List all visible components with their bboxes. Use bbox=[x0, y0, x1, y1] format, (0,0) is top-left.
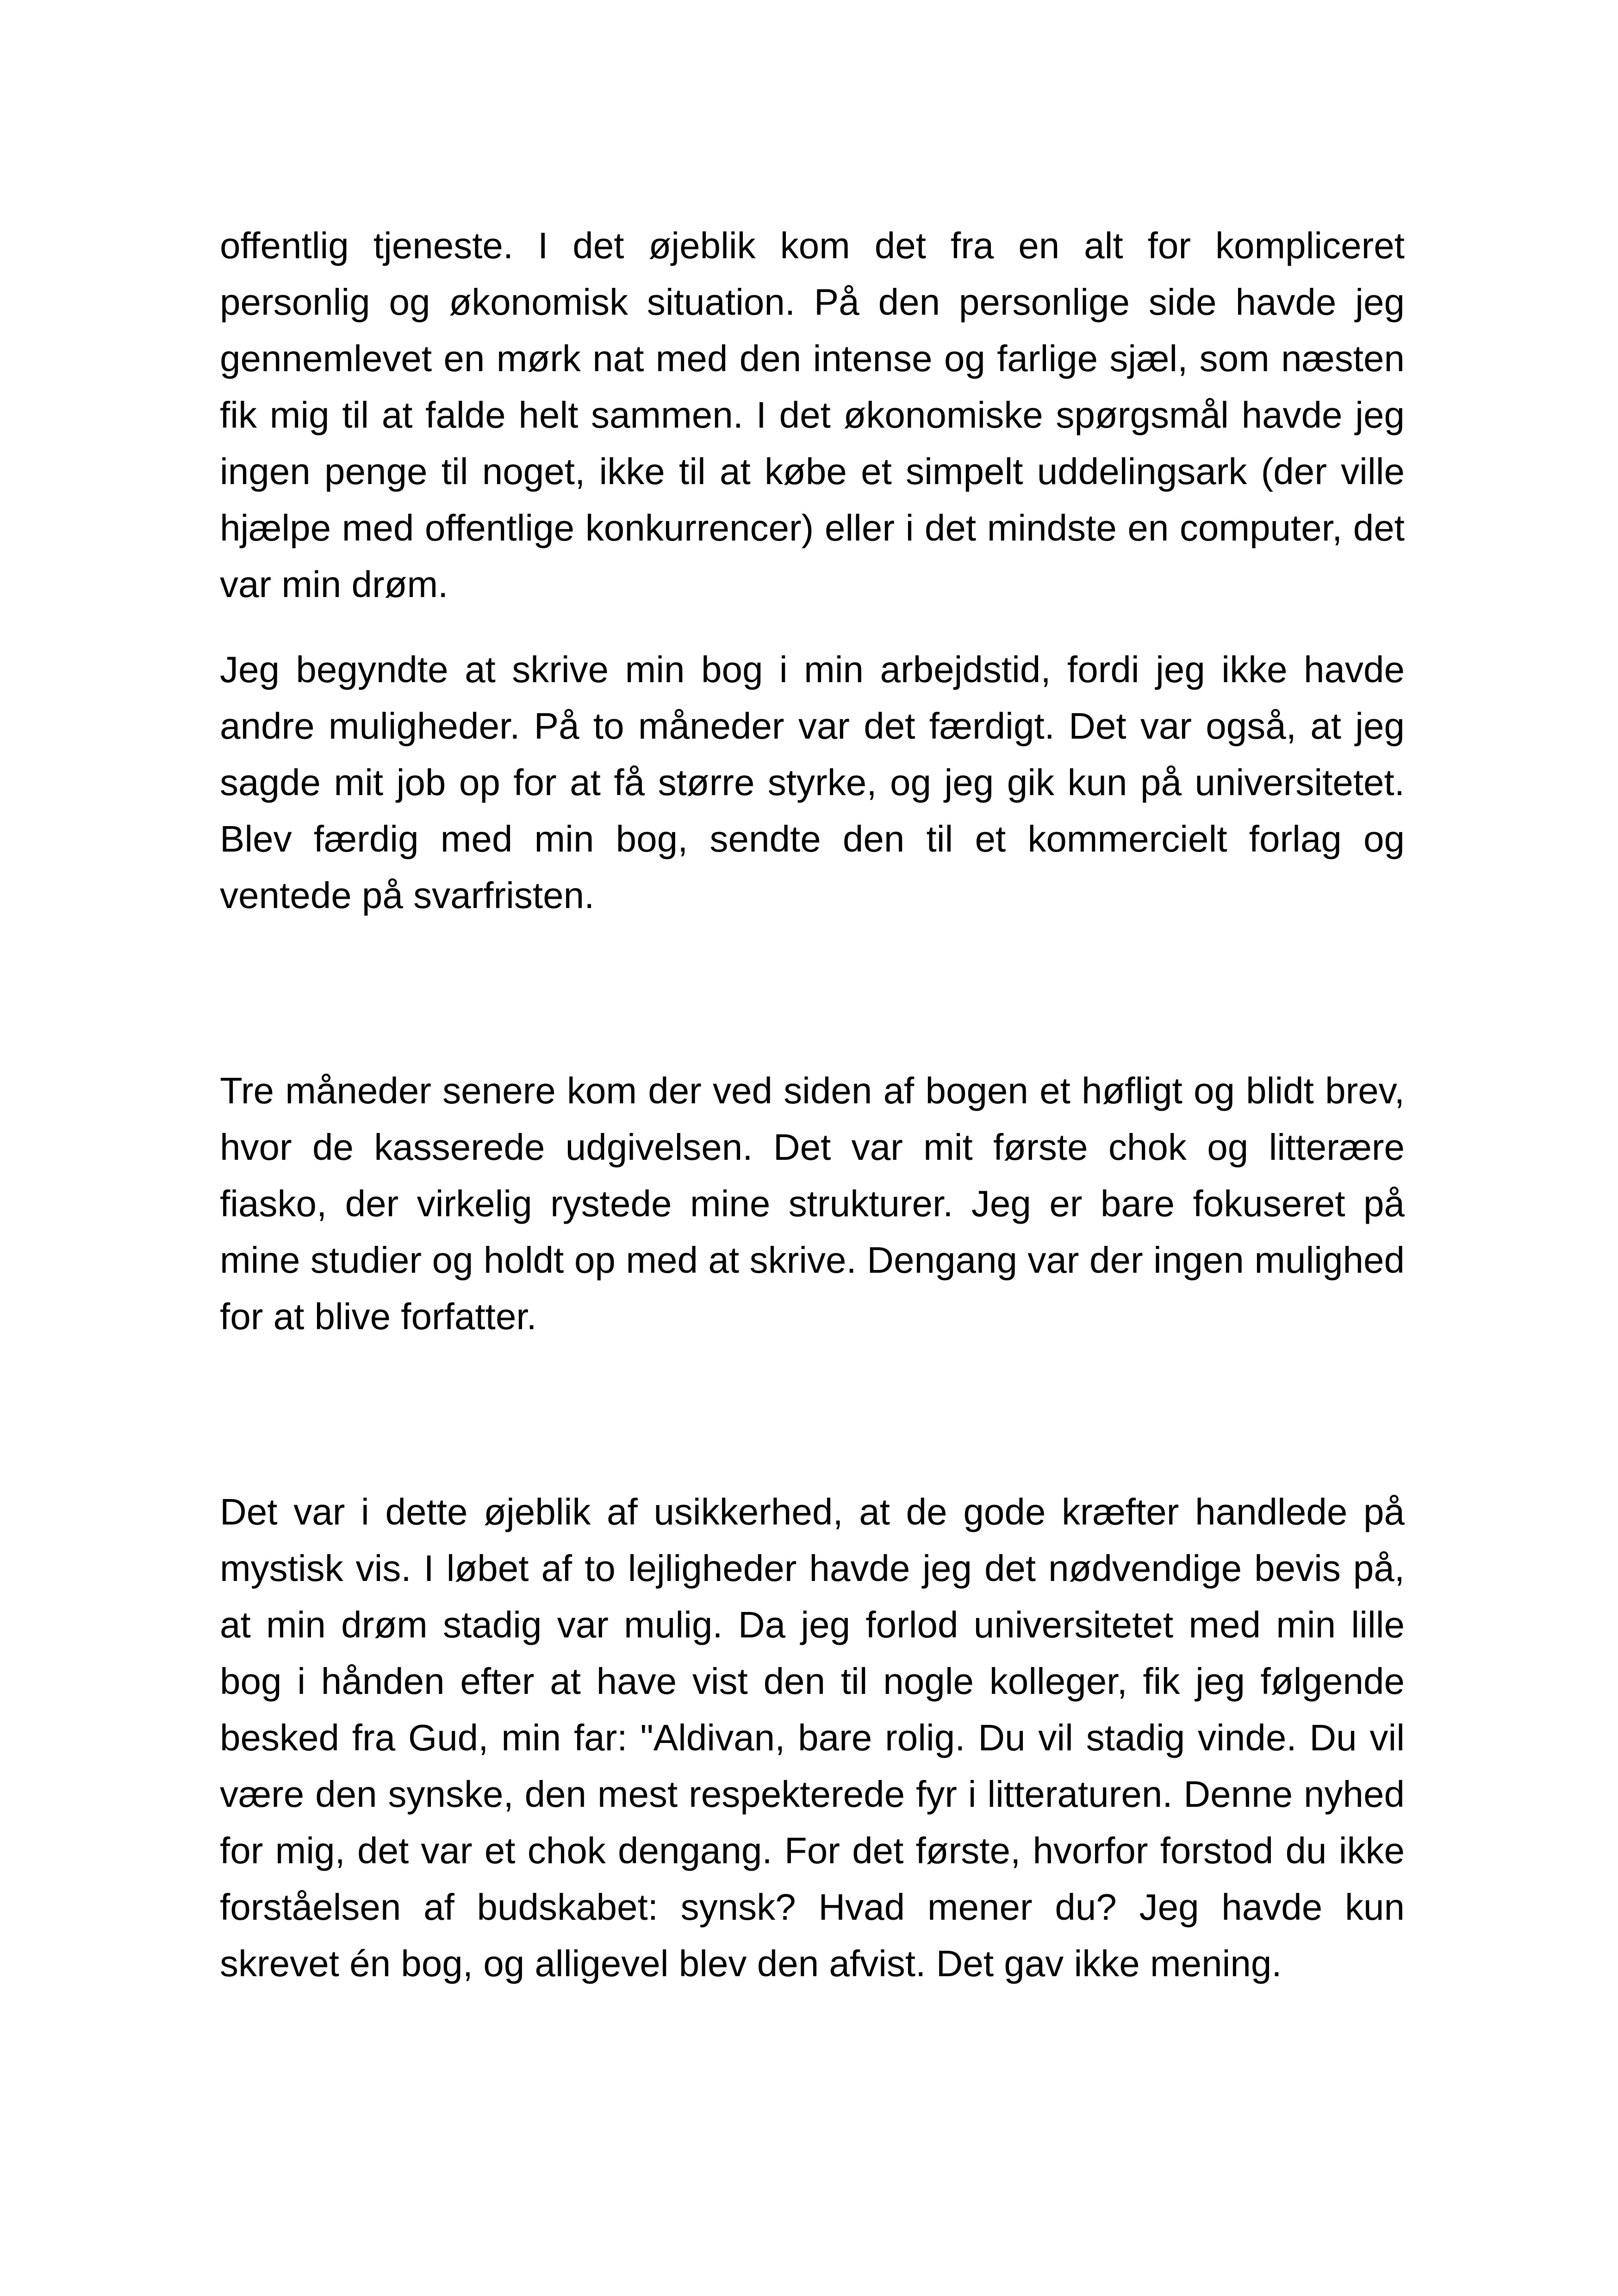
paragraph-1: offentlig tjeneste. I det øjeblik kom det fra en alt for kompliceret personlig og økonomisk situation. På den personlige side havde jeg gennemlevet en mørk nat med den intense og farlige sjæl, som næsten fik mig til at falde helt sammen. I det økonomiske spørgsmål havde jeg ingen penge til noget, ikke til at købe et simpelt uddelingsark (der ville hjælpe med offentlige konkurrencer) eller i det mindste en computer, det var min drøm. bbox=[220, 225, 1405, 605]
paragraph-3: Tre måneder senere kom der ved siden af bogen et høfligt og blidt brev, hvor de kasserede udgivelsen. Det var mit første chok og litterære fiasko, der virkelig rystede mine strukturer. Jeg er bare fokuseret på mine studier og holdt op med at skrive. Dengang var der ingen mulighed for at blive forfatter. bbox=[220, 1070, 1405, 1337]
paragraph-spacer bbox=[220, 613, 1405, 641]
paragraph-2: Jeg begyndte at skrive min bog i min arbejdstid, fordi jeg ikke havde andre muligheder. På to måneder var det færdigt. Det var også, at jeg sagde mit job op for at få større styrke, og jeg gik kun på universitetet. Blev færdig med min bog, sendte den til et kommercielt forlag og ventede på svarfristen. bbox=[220, 649, 1405, 916]
text-body bbox=[220, 218, 1405, 1992]
paragraph-4: Det var i dette øjeblik af usikkerhed, at de gode kræfter handlede på mystisk vis. I løbet af to lejligheder havde jeg det nødvendige bevis på, at min drøm stadig var mulig. Da jeg forlod universitetet med min lille bog i hånden efter at have vist den til nogle kolleger, fik jeg følgende besked fra Gud, min far: "Aldivan, bare rolig. Du vil stadig vinde. Du vil være den synske, den mest respekterede fyr i litteraturen. Denne nyhed for mig, det var et chok dengang. For det første, hvorfor forstod du ikke forståelsen af budskabet: synsk? Hvad mener du? Jeg havde kun skrevet én bog, og alligevel blev den afvist. Det gav ikke mening. bbox=[220, 1491, 1405, 1984]
paragraph-spacer bbox=[220, 1345, 1405, 1484]
paragraph-spacer bbox=[220, 924, 1405, 1063]
